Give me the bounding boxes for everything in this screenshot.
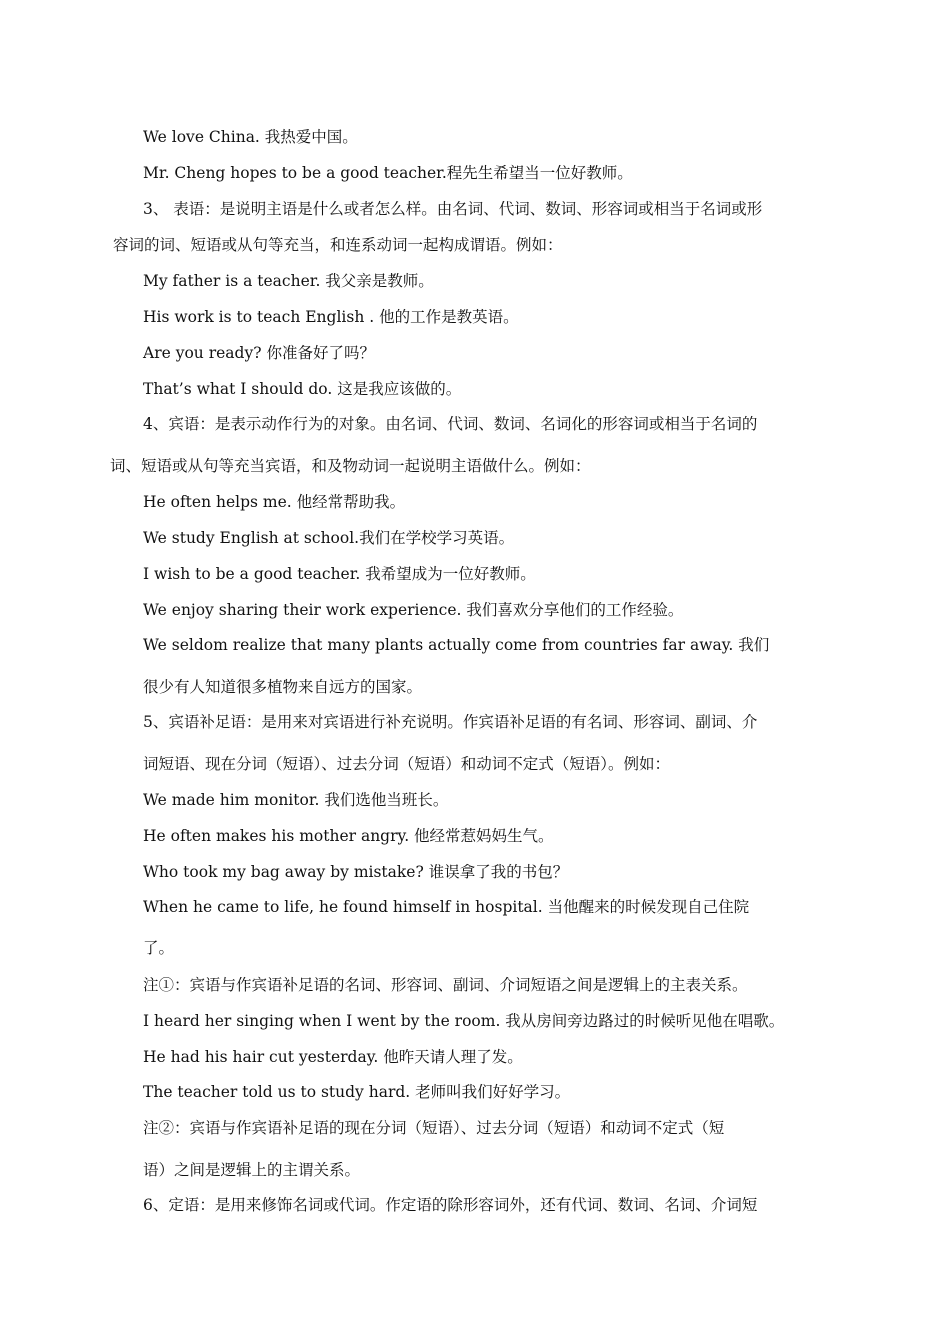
example-line: I heard her singing when I went by the room. 我从房间旁边路过的时候听见他在唱歌。 — [143, 1012, 785, 1030]
example-line: He often makes his mother angry. 他经常惹妈妈生气。 — [143, 827, 554, 845]
example-line: We enjoy sharing their work experience. 我们喜欢分享他们的工作经验。 — [143, 601, 684, 619]
paragraph-line: 容词的词、短语或从句等充当，和连系动词一起构成谓语。例如： — [113, 236, 563, 254]
example-line: Who took my bag away by mistake? 谁误拿了我的书包？ — [143, 863, 569, 881]
example-line: 很少有人知道很多植物来自远方的国家。 — [143, 678, 423, 696]
paragraph-line: 词、短语或从句等充当宾语，和及物动词一起说明主语做什么。例如： — [110, 457, 591, 475]
example-line: His work is to teach English . 他的工作是教英语。 — [143, 308, 519, 326]
example-line: My father is a teacher. 我父亲是教师。 — [143, 272, 434, 290]
example-line: He had his hair cut yesterday. 他昨天请人理了发。 — [143, 1048, 523, 1066]
note-2: 注②：宾语与作宾语补足语的现在分词（短语）、过去分词（短语）和动词不定式（短 — [143, 1119, 725, 1137]
note-1: 注①：宾语与作宾语补足语的名词、形容词、副词、介词短语之间是逻辑上的主表关系。 — [143, 976, 748, 994]
example-line: When he came to life, he found himself in hospital. 当他醒来的时候发现自己住院 — [143, 898, 750, 916]
section-5-heading: 5、宾语补足语：是用来对宾语进行补充说明。作宾语补足语的有名词、形容词、副词、介 — [143, 713, 758, 731]
example-line: We love China. 我热爱中国。 — [143, 128, 358, 146]
example-line: We study English at school.我们在学校学习英语。 — [143, 529, 515, 547]
section-4-heading: 4、宾语：是表示动作行为的对象。由名词、代词、数词、名词化的形容词或相当于名词的 — [143, 415, 758, 433]
example-line: The teacher told us to study hard. 老师叫我们好好学习。 — [143, 1083, 571, 1101]
example-line: He often helps me. 他经常帮助我。 — [143, 493, 406, 511]
section-3-heading: 3、 表语：是说明主语是什么或者怎么样。由名词、代词、数词、形容词或相当于名词或形 — [143, 200, 763, 218]
paragraph-line: 语）之间是逻辑上的主谓关系。 — [143, 1161, 361, 1179]
example-line: Mr. Cheng hopes to be a good teacher.程先生希望当一位好教师。 — [143, 164, 633, 182]
example-line: That’s what I should do. 这是我应该做的。 — [143, 380, 462, 398]
example-line: Are you ready? 你准备好了吗？ — [143, 344, 375, 362]
section-6-heading: 6、定语：是用来修饰名词或代词。作定语的除形容词外，还有代词、数词、名词、介词短 — [143, 1196, 758, 1214]
example-line: We seldom realize that many plants actually come from countries far away. 我们 — [143, 636, 770, 654]
example-line: 了。 — [143, 939, 175, 957]
paragraph-line: 词短语、现在分词（短语）、过去分词（短语）和动词不定式（短语）。例如： — [143, 755, 671, 773]
example-line: I wish to be a good teacher. 我希望成为一位好教师。 — [143, 565, 536, 583]
example-line: We made him monitor. 我们选他当班长。 — [143, 791, 449, 809]
